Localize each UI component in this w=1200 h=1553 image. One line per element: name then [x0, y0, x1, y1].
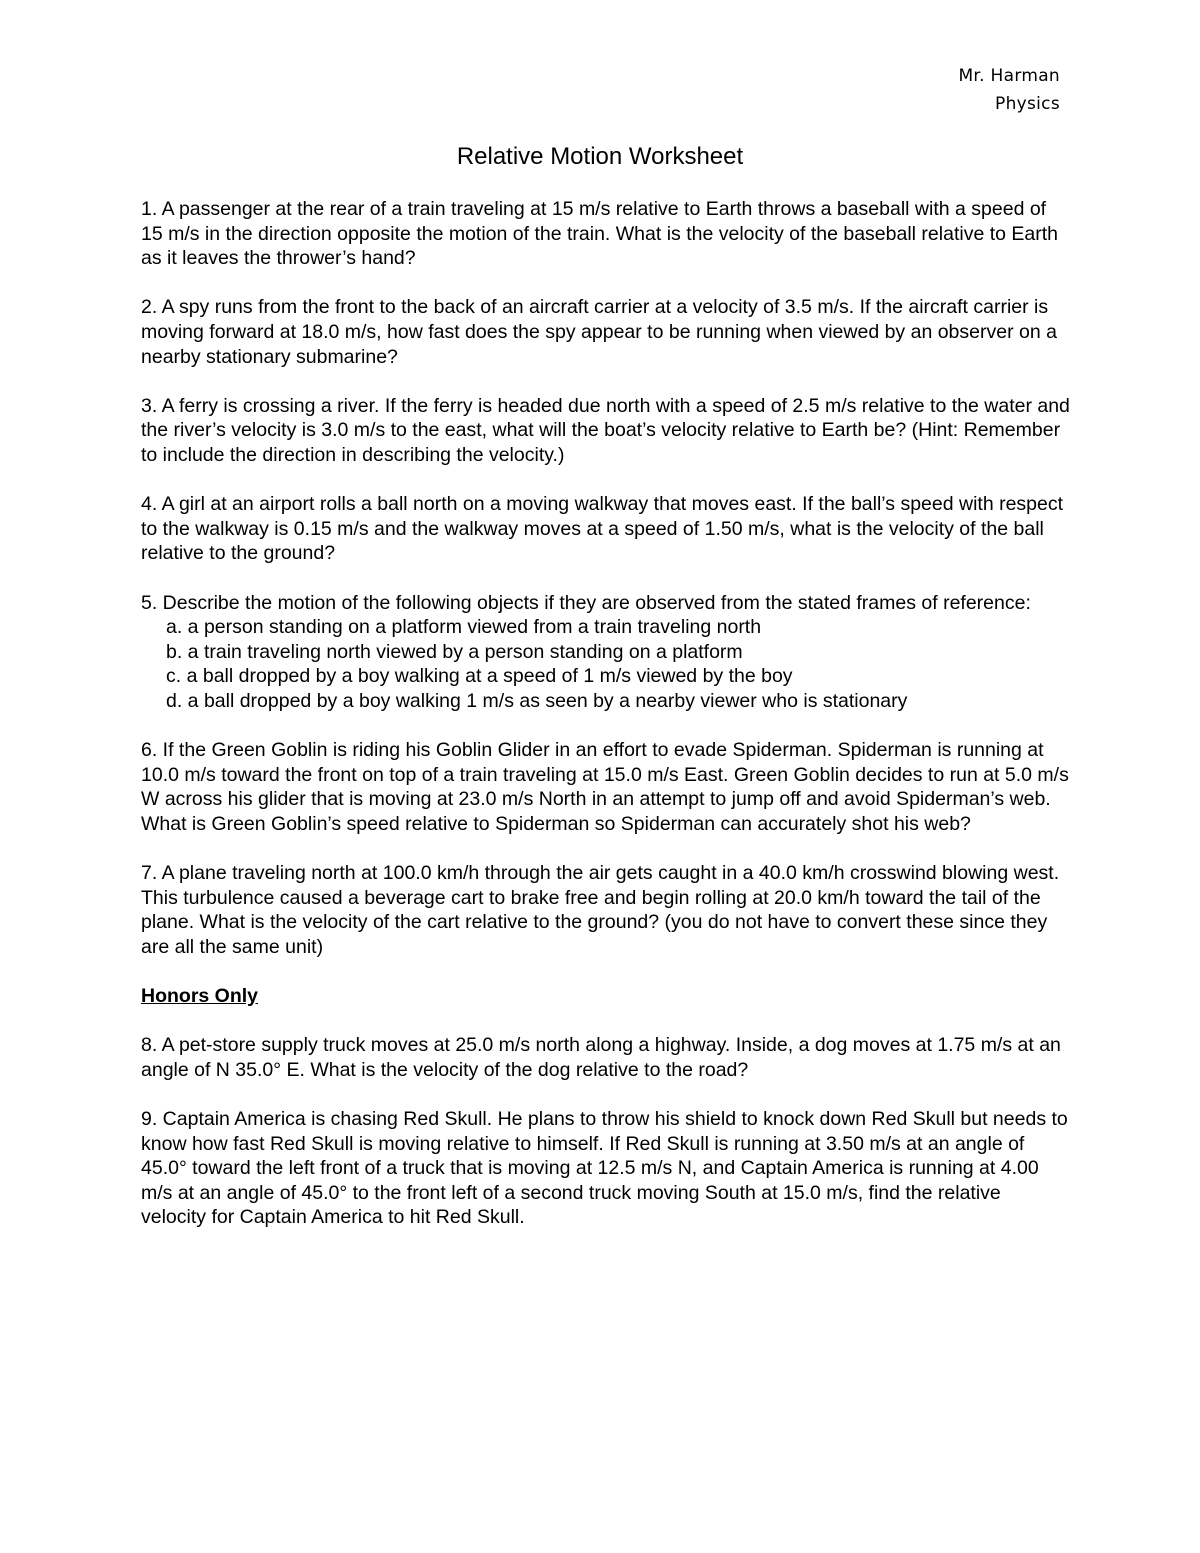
question-5	[141, 591, 1071, 714]
subitem-a: a. a person standing on a platform viewed from a train traveling north	[166, 616, 762, 639]
subitem-b: b. a train traveling north viewed by a person standing on a platform	[166, 640, 743, 663]
worksheet-body	[141, 197, 1071, 1255]
question-8: 8. A pet-store supply truck moves at 25.0 m/s north along a highway. Inside, a dog moves at 1.75 m/s at an angle of N 35.0° E. What is the velocity of the dog relative to the road?	[141, 1034, 1061, 1081]
honors-heading: Honors Only	[141, 985, 259, 1007]
question-9: 9. Captain America is chasing Red Skull. He plans to throw his shield to knock down Red Skull but needs to know how fast Red Skull is moving relative to himself. If Red Skull is running at 3.50 m/s at an angle of 45.0° toward the left front of a truck that is moving at 12.5 m/s N, and Captain America is running at 4.00 m/s at an angle of 45.0° to the front left of a second truck moving South at 15.0 m/s, find the relative velocity for Captain America to hit Red Skull.	[141, 1107, 1068, 1229]
question-6: 6. If the Green Goblin is riding his Goblin Glider in an effort to evade Spiderman. Spiderman is running at 10.0 m/s toward the front on top of a train traveling at 15.0 m/s East. Green Goblin decides to run at 5.0 m/s W across his glider that is moving at 23.0 m/s North in an attempt to jump off and avoid Spiderman’s web. What is Green Goblin’s speed relative to Spiderman so Spiderman can accurately shot his web?	[141, 739, 1069, 835]
question-1: 1. A passenger at the rear of a train traveling at 15 m/s relative to Earth throws a baseball with a speed of 15 m/s in the direction opposite the motion of the train. What is the velocity of the baseball relative to Earth as it leaves the thrower’s hand?	[141, 198, 1058, 270]
worksheet-title: Relative Motion Worksheet	[456, 143, 744, 170]
question-5-prompt: 5. Describe the motion of the following objects if they are observed from the stated frames of reference:	[141, 591, 1031, 614]
question-7: 7. A plane traveling north at 100.0 km/h through the air gets caught in a 40.0 km/h crosswind blowing west. This turbulence caused a beverage cart to brake free and begin rolling at 20.0 km/h toward the tail of the plane. What is the velocity of the cart relative to the ground? (you do not have to convert these since they are all the same unit)	[141, 862, 1060, 958]
question-2: 2. A spy runs from the front to the back of an aircraft carrier at a velocity of 3.5 m/s. If the aircraft carrier is moving forward at 18.0 m/s, how fast does the spy appear to be running when viewed by an observer on a nearby stationary submarine?	[141, 296, 1057, 368]
subitem-d: d. a ball dropped by a boy walking 1 m/s as seen by a nearby viewer who is stationary	[166, 689, 908, 712]
question-4: 4. A girl at an airport rolls a ball north on a moving walkway that moves east. If the ball’s speed with respect to the walkway is 0.15 m/s and the walkway moves at a speed of 1.50 m/s, what is the velocity of the ball relative to the ground?	[141, 493, 1064, 565]
teacher-name: Mr. Harman	[958, 66, 1060, 86]
page-header	[958, 62, 1060, 118]
subitem-c: c. a ball dropped by a boy walking at a speed of 1 m/s viewed by the boy	[166, 665, 793, 688]
question-5-subitems	[141, 615, 1071, 713]
subject-name: Physics	[995, 94, 1060, 114]
question-3: 3. A ferry is crossing a river. If the ferry is headed due north with a speed of 2.5 m/s relative to the water and the river’s velocity is 3.0 m/s to the east, what will the boat’s velocity relative to Earth be? (Hint: Remember to include the direction in describing the velocity.)	[141, 394, 1070, 466]
